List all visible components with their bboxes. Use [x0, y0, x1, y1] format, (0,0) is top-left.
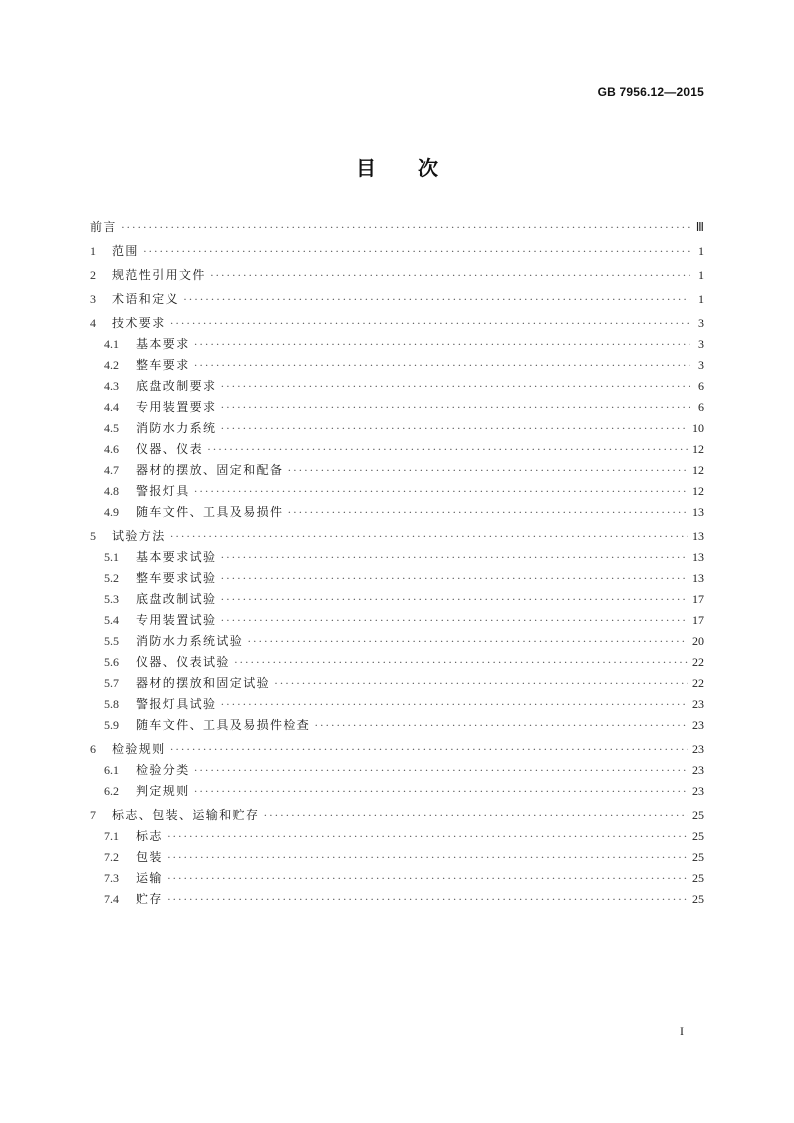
toc-entry-page: 1 — [698, 292, 704, 306]
toc-entry-title: 警报灯具试验 — [136, 697, 217, 711]
toc-entry-page: 22 — [692, 655, 704, 669]
toc-entry-title: 检验分类 — [136, 763, 190, 777]
toc-dot-leader — [167, 847, 688, 868]
toc-entry[interactable] — [90, 481, 704, 502]
toc-entry-title: 贮存 — [136, 892, 163, 906]
toc-entry-number: 5.8 — [104, 697, 119, 711]
toc-entry[interactable] — [90, 826, 704, 847]
toc-entry-number: 5.5 — [104, 634, 119, 648]
toc-dot-leader — [220, 589, 688, 610]
toc-entry[interactable] — [90, 610, 704, 631]
toc-entry-number: 5.2 — [104, 571, 119, 585]
toc-entry[interactable] — [90, 334, 704, 355]
toc-dot-leader — [167, 826, 688, 847]
toc-entry-title: 器材的摆放和固定试验 — [136, 676, 271, 690]
toc-entry[interactable] — [90, 652, 704, 673]
toc-entry-title: 消防水力系统 — [136, 421, 217, 435]
toc-entry-number: 2 — [90, 268, 96, 282]
toc-entry[interactable] — [90, 355, 704, 376]
toc-dot-leader — [194, 334, 690, 355]
toc-entry-number: 4.1 — [104, 337, 119, 351]
toc-dot-leader — [287, 460, 688, 481]
toc-dot-leader — [207, 439, 688, 460]
toc-entry-title: 判定规则 — [136, 784, 190, 798]
toc-entry-page: 1 — [698, 268, 704, 282]
toc-entry-page: 25 — [692, 808, 704, 822]
toc-entry-title: 专用装置试验 — [136, 613, 217, 627]
toc-entry-page: 23 — [692, 718, 704, 732]
toc-entry-number: 5.7 — [104, 676, 119, 690]
toc-entry[interactable] — [90, 289, 704, 310]
toc-entry[interactable] — [90, 547, 704, 568]
toc-entry[interactable] — [90, 526, 704, 547]
toc-entry-page: 12 — [692, 442, 704, 456]
toc-dot-leader — [170, 739, 688, 760]
toc-entry-title: 基本要求 — [136, 337, 190, 351]
toc-entry-page: 13 — [692, 529, 704, 543]
toc-entry-page: 25 — [692, 892, 704, 906]
toc-entry-page: 20 — [692, 634, 704, 648]
toc-entry-number: 5.1 — [104, 550, 119, 564]
toc-dot-leader — [220, 376, 690, 397]
toc-entry[interactable] — [90, 460, 704, 481]
toc-entry-number: 4.5 — [104, 421, 119, 435]
toc-entry[interactable] — [90, 397, 704, 418]
toc-entry[interactable] — [90, 715, 704, 736]
toc-entry-title: 前言 — [90, 220, 117, 234]
toc-entry-title: 仪器、仪表 — [136, 442, 204, 456]
toc-entry[interactable] — [90, 868, 704, 889]
toc-entry[interactable] — [90, 847, 704, 868]
toc-entry-page: 23 — [692, 763, 704, 777]
page-title — [0, 152, 794, 181]
toc-entry-title: 试验方法 — [112, 529, 166, 543]
toc-dot-leader — [220, 568, 688, 589]
toc-entry-title: 包装 — [136, 850, 163, 864]
toc-entry-title: 规范性引用文件 — [112, 268, 206, 282]
toc-entry-number: 3 — [90, 292, 96, 306]
toc-entry[interactable] — [90, 313, 704, 334]
toc-entry-title: 术语和定义 — [112, 292, 180, 306]
toc-entry-title: 整车要求试验 — [136, 571, 217, 585]
toc-dot-leader — [220, 694, 688, 715]
toc-dot-leader — [194, 781, 688, 802]
toc-entry-page: 25 — [692, 850, 704, 864]
toc-entry-number: 5.3 — [104, 592, 119, 606]
toc-entry-title: 专用装置要求 — [136, 400, 217, 414]
toc-entry-page: 17 — [692, 592, 704, 606]
toc-entry[interactable] — [90, 673, 704, 694]
toc-entry-number: 7.4 — [104, 892, 119, 906]
toc-entry-title: 消防水力系统试验 — [136, 634, 244, 648]
toc-dot-leader — [183, 289, 690, 310]
footer-page-number: I — [680, 1024, 684, 1038]
toc-entry-title: 随车文件、工具及易损件检查 — [136, 718, 311, 732]
toc-dot-leader — [220, 610, 688, 631]
toc-entry-number: 4.8 — [104, 484, 119, 498]
toc-dot-leader — [170, 313, 690, 334]
toc-entry[interactable] — [90, 217, 704, 238]
toc-entry-page: 6 — [698, 400, 704, 414]
toc-dot-leader — [194, 481, 688, 502]
toc-dot-leader — [234, 652, 688, 673]
toc-entry-number: 4 — [90, 316, 96, 330]
toc-entry-number: 6.1 — [104, 763, 119, 777]
toc-entry-page: 3 — [698, 358, 704, 372]
table-of-contents — [90, 217, 704, 910]
toc-dot-leader — [194, 355, 690, 376]
toc-entry-page: 3 — [698, 316, 704, 330]
toc-entry-title: 检验规则 — [112, 742, 166, 756]
toc-entry[interactable] — [90, 760, 704, 781]
toc-entry-page: 12 — [692, 463, 704, 477]
toc-dot-leader — [220, 547, 688, 568]
toc-entry-number: 4.2 — [104, 358, 119, 372]
toc-entry-page: 23 — [692, 697, 704, 711]
toc-entry[interactable] — [90, 805, 704, 826]
toc-entry[interactable] — [90, 502, 704, 523]
toc-entry-title: 警报灯具 — [136, 484, 190, 498]
toc-entry-page: 13 — [692, 550, 704, 564]
page-title-char-1: 目 — [356, 156, 376, 180]
toc-dot-leader — [167, 889, 688, 910]
toc-entry-title: 器材的摆放、固定和配备 — [136, 463, 284, 477]
toc-entry-page: 13 — [692, 505, 704, 519]
toc-entry-page: Ⅲ — [695, 220, 704, 234]
toc-entry-number: 6 — [90, 742, 96, 756]
toc-entry-title: 随车文件、工具及易损件 — [136, 505, 284, 519]
toc-entry-number: 4.6 — [104, 442, 119, 456]
toc-entry-page: 23 — [692, 742, 704, 756]
toc-entry-title: 标志、包装、运输和贮存 — [112, 808, 260, 822]
toc-entry[interactable] — [90, 781, 704, 802]
toc-entry[interactable] — [90, 418, 704, 439]
toc-entry[interactable] — [90, 631, 704, 652]
toc-entry-number: 4.9 — [104, 505, 119, 519]
toc-dot-leader — [263, 805, 688, 826]
toc-entry[interactable] — [90, 241, 704, 262]
toc-entry-title: 技术要求 — [112, 316, 166, 330]
toc-entry[interactable] — [90, 265, 704, 286]
toc-entry-page: 25 — [692, 829, 704, 843]
toc-entry-number: 7.3 — [104, 871, 119, 885]
toc-entry-number: 7 — [90, 808, 96, 822]
toc-entry[interactable] — [90, 439, 704, 460]
toc-dot-leader — [314, 715, 688, 736]
toc-dot-leader — [167, 868, 688, 889]
toc-entry-title: 基本要求试验 — [136, 550, 217, 564]
toc-entry-page: 6 — [698, 379, 704, 393]
toc-entry-title: 标志 — [136, 829, 163, 843]
toc-entry-page: 22 — [692, 676, 704, 690]
toc-entry-number: 7.1 — [104, 829, 119, 843]
toc-entry[interactable] — [90, 889, 704, 910]
toc-entry-page: 25 — [692, 871, 704, 885]
toc-entry-number: 4.7 — [104, 463, 119, 477]
toc-entry-number: 7.2 — [104, 850, 119, 864]
toc-entry-page: 13 — [692, 571, 704, 585]
toc-entry-page: 10 — [692, 421, 704, 435]
toc-entry-page: 17 — [692, 613, 704, 627]
toc-dot-leader — [220, 418, 688, 439]
toc-entry-number: 1 — [90, 244, 96, 258]
toc-entry-number: 4.3 — [104, 379, 119, 393]
toc-entry-title: 范围 — [112, 244, 139, 258]
page-title-char-2: 次 — [418, 156, 438, 180]
toc-entry[interactable] — [90, 694, 704, 715]
toc-entry-page: 12 — [692, 484, 704, 498]
toc-dot-leader — [247, 631, 688, 652]
toc-entry-title: 底盘改制要求 — [136, 379, 217, 393]
toc-entry[interactable] — [90, 568, 704, 589]
toc-entry-number: 6.2 — [104, 784, 119, 798]
toc-entry-number: 5 — [90, 529, 96, 543]
toc-dot-leader — [220, 397, 690, 418]
toc-entry[interactable] — [90, 376, 704, 397]
toc-entry-page: 23 — [692, 784, 704, 798]
toc-entry[interactable] — [90, 589, 704, 610]
toc-entry-page: 1 — [698, 244, 704, 258]
toc-dot-leader — [143, 241, 690, 262]
toc-entry-number: 5.6 — [104, 655, 119, 669]
toc-entry-title: 整车要求 — [136, 358, 190, 372]
toc-dot-leader — [170, 526, 688, 547]
standard-code: GB 7956.12—2015 — [597, 85, 704, 99]
toc-dot-leader — [274, 673, 688, 694]
toc-entry-number: 4.4 — [104, 400, 119, 414]
toc-entry-number: 5.4 — [104, 613, 119, 627]
toc-entry-title: 运输 — [136, 871, 163, 885]
toc-entry-page: 3 — [698, 337, 704, 351]
toc-dot-leader — [210, 265, 690, 286]
toc-entry[interactable] — [90, 739, 704, 760]
toc-entry-number: 5.9 — [104, 718, 119, 732]
toc-entry-title: 底盘改制试验 — [136, 592, 217, 606]
toc-dot-leader — [287, 502, 688, 523]
toc-dot-leader — [194, 760, 688, 781]
toc-entry-title: 仪器、仪表试验 — [136, 655, 230, 669]
toc-dot-leader — [121, 217, 690, 238]
